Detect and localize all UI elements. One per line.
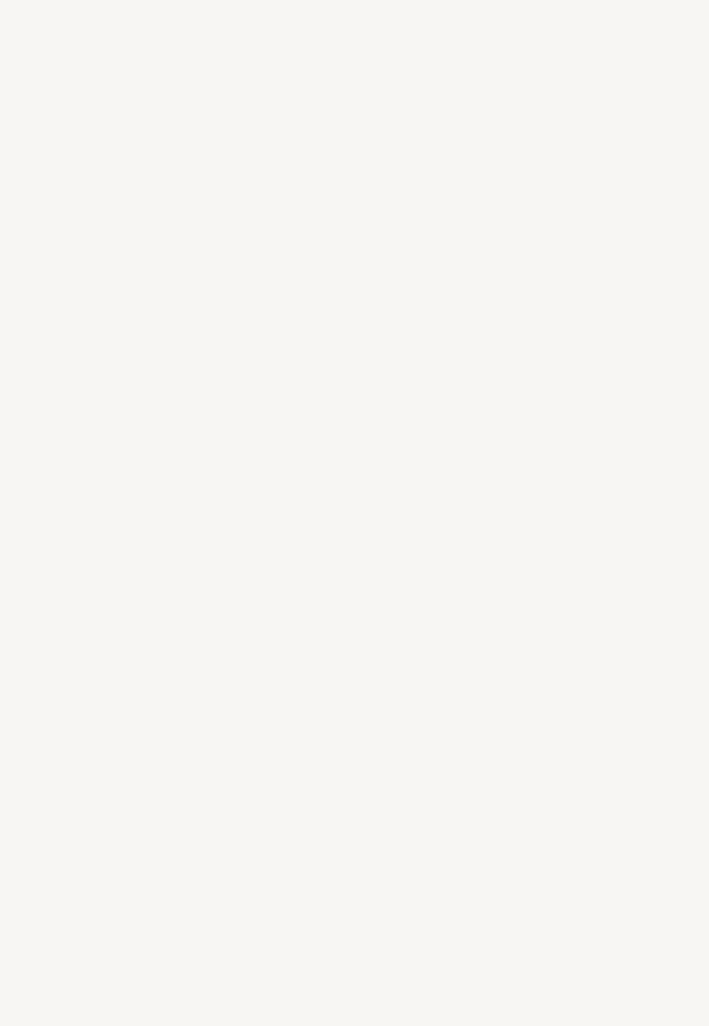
formation-1 — [80, 181, 690, 200]
page-header — [80, 40, 690, 62]
formation-title — [80, 214, 690, 233]
formation-title — [80, 66, 690, 85]
raid-info — [80, 143, 690, 181]
formation-title — [80, 181, 690, 200]
formation-2 — [80, 214, 690, 233]
top-formation — [80, 66, 690, 85]
book-page — [80, 40, 690, 246]
